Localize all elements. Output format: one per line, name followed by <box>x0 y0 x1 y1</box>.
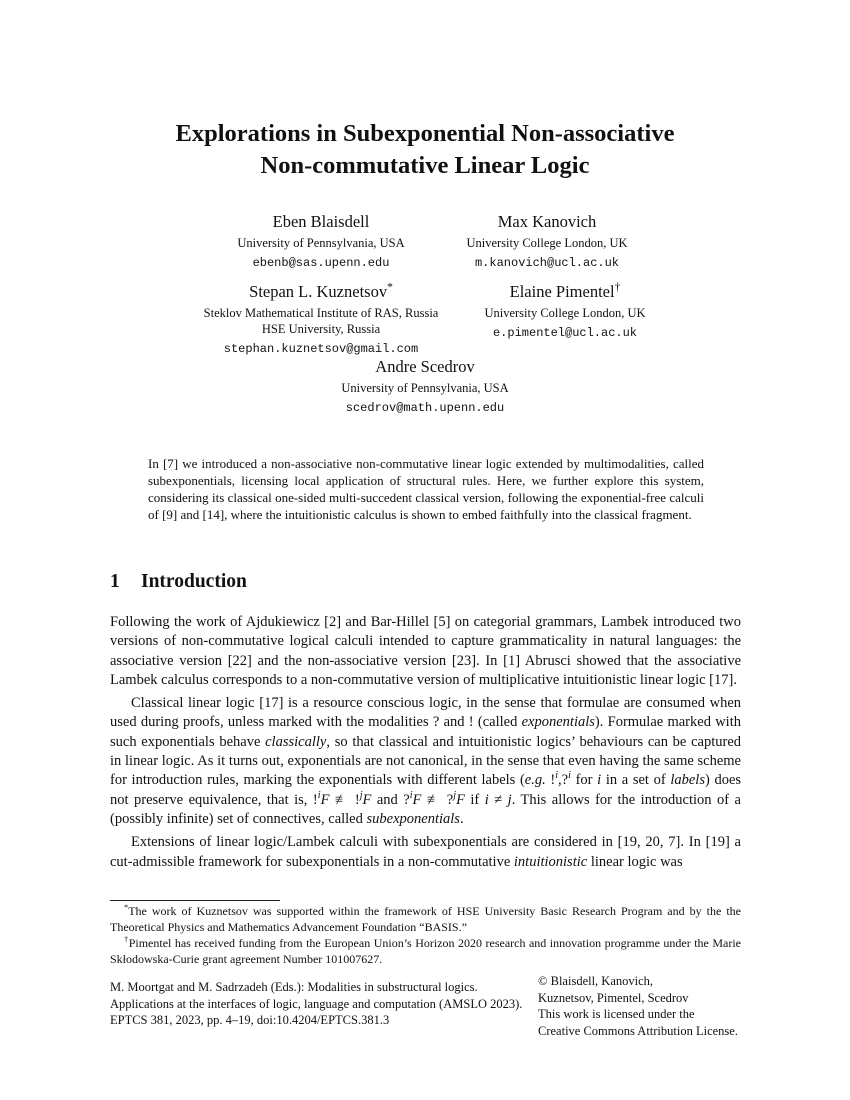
footnote-marker: † <box>614 281 621 294</box>
author-block-kuznetsov <box>196 282 446 357</box>
copyright-line: © Blaisdell, Kanovich, <box>538 974 654 988</box>
section-heading <box>110 571 247 593</box>
paragraph-1: Following the work of Ajdukiewicz [2] and Bar-Hillel [5] on categorial grammars, Lambek introduced two versions of non-commutative logical calculi intended to capture grammaticality in natural languages: the associative version [22] and the non-associative version [23]. In [1] Abrusci showed that the associative Lambek calculus corresponds to a non-commutative version of multiplicative intuitionistic linear logic [17]. <box>110 614 741 688</box>
author-block-blaisdell <box>212 212 430 271</box>
section-number: 1 <box>110 571 120 592</box>
author-affiliation: University College London, UK <box>466 236 628 250</box>
publication-line-1: M. Moortgat and M. Sadrzadeh (Eds.): Modalities in substructural logics. <box>110 980 478 994</box>
abstract: In [7] we introduced a non-associative non-commutative linear logic extended by multimodalities, called subexponentials, licensing local application of structural rules. Here, we further explore this system, considering its classical one-sided multi-succedent classical version, following the exponential-free calculi of [9] and [14], where the intuitionistic calculus is shown to embed faithfully into the classical fragment. <box>148 456 704 522</box>
publication-line-3: EPTCS 381, 2023, pp. 4–19, doi:10.4204/EPTCS.381.3 <box>110 1013 390 1027</box>
paper-title <box>0 118 850 182</box>
license-link[interactable]: Creative Commons Attribution License. <box>538 1023 738 1038</box>
publication-info <box>110 979 522 1029</box>
footnote-marker: † <box>124 935 129 944</box>
author-email[interactable]: e.pimentel@ucl.ac.uk <box>492 326 638 340</box>
publication-line-2: Applications at the interfaces of logic, language and computation (AMSLO 2023). <box>110 996 523 1011</box>
footnote-marker: * <box>387 281 393 294</box>
title-line-2: Non-commutative Linear Logic <box>260 152 590 179</box>
author-name-text: Elaine Pimentel <box>509 282 615 301</box>
title-line-1: Explorations in Subexponential Non-associative <box>175 120 675 147</box>
paragraph-3: Extensions of linear logic/Lambek calculi with subexponentials are considered in [19, 20, 7]. In [19] a cut-admissible framework for subexponentials in a non-commutative intuitionistic linear logic was <box>110 834 741 870</box>
author-name: Max Kanovich <box>497 212 597 231</box>
author-email[interactable]: m.kanovich@ucl.ac.uk <box>474 256 620 270</box>
author-name <box>196 282 446 302</box>
author-name-text: Stepan L. Kuznetsov <box>249 282 388 301</box>
author-affiliation: University College London, UK <box>484 306 646 320</box>
author-name: Andre Scedrov <box>375 357 475 376</box>
author-name <box>455 282 675 302</box>
footnotes <box>110 903 741 967</box>
author-affiliation: University of Pennsylvania, USA <box>237 236 405 250</box>
footnote-2: †Pimentel has received funding from the European Union’s Horizon 2020 research and innovation programme under the Marie Skłodowska-Curie grant agreement Number 101007627. <box>110 935 742 966</box>
license-info <box>538 973 738 1039</box>
author-email[interactable]: stephan.kuznetsov@gmail.com <box>223 342 419 356</box>
copyright-authors: Kuznetsov, Pimentel, Scedrov <box>538 990 689 1005</box>
author-block-pimentel <box>455 282 675 341</box>
license-line-1: This work is licensed under the <box>538 1007 695 1021</box>
footnote-marker: * <box>124 903 129 912</box>
footnote-rule <box>110 900 280 901</box>
paragraph-2: Classical linear logic [17] is a resource conscious logic, in the sense that formulae are consumed when used during proofs, unless marked with the modalities ? and ! (called exponentials). Formulae marked with such exponentials behave classically, so that classical and intuitionistic logics’ behaviours can be captured in linear logic. As it turns out, exponentials are not canonical, in the sense that even having the same scheme for introduction rules, marking the exponentials with different labels (e.g. !$^i$,?$^i$ for i in a set of labels) does not preserve equivalence, that is, !$^i$F ≢ !$^j$F and ?$^i$F ≢ ?$^j$F if i ≠ j. This allows for the introduction of a (possibly infinite) set of connectives, called subexponentials. <box>110 695 742 827</box>
author-affiliation: Steklov Mathematical Institute of RAS, Russia <box>203 306 439 320</box>
author-name: Eben Blaisdell <box>272 212 370 231</box>
footnote-1: *The work of Kuznetsov was supported within the framework of HSE University Basic Research Program and by the the Theoretical Physics and Mathematics Advancement Foundation “BASIS.” <box>110 903 741 934</box>
author-affiliation-secondary: HSE University, Russia <box>261 322 381 336</box>
section-title: Introduction <box>141 571 247 592</box>
author-email[interactable]: scedrov@math.upenn.edu <box>345 401 505 415</box>
author-block-scedrov <box>310 357 540 416</box>
author-affiliation: University of Pennsylvania, USA <box>341 381 509 395</box>
author-block-kanovich <box>437 212 657 271</box>
body-text <box>110 613 741 872</box>
author-email[interactable]: ebenb@sas.upenn.edu <box>252 256 390 270</box>
